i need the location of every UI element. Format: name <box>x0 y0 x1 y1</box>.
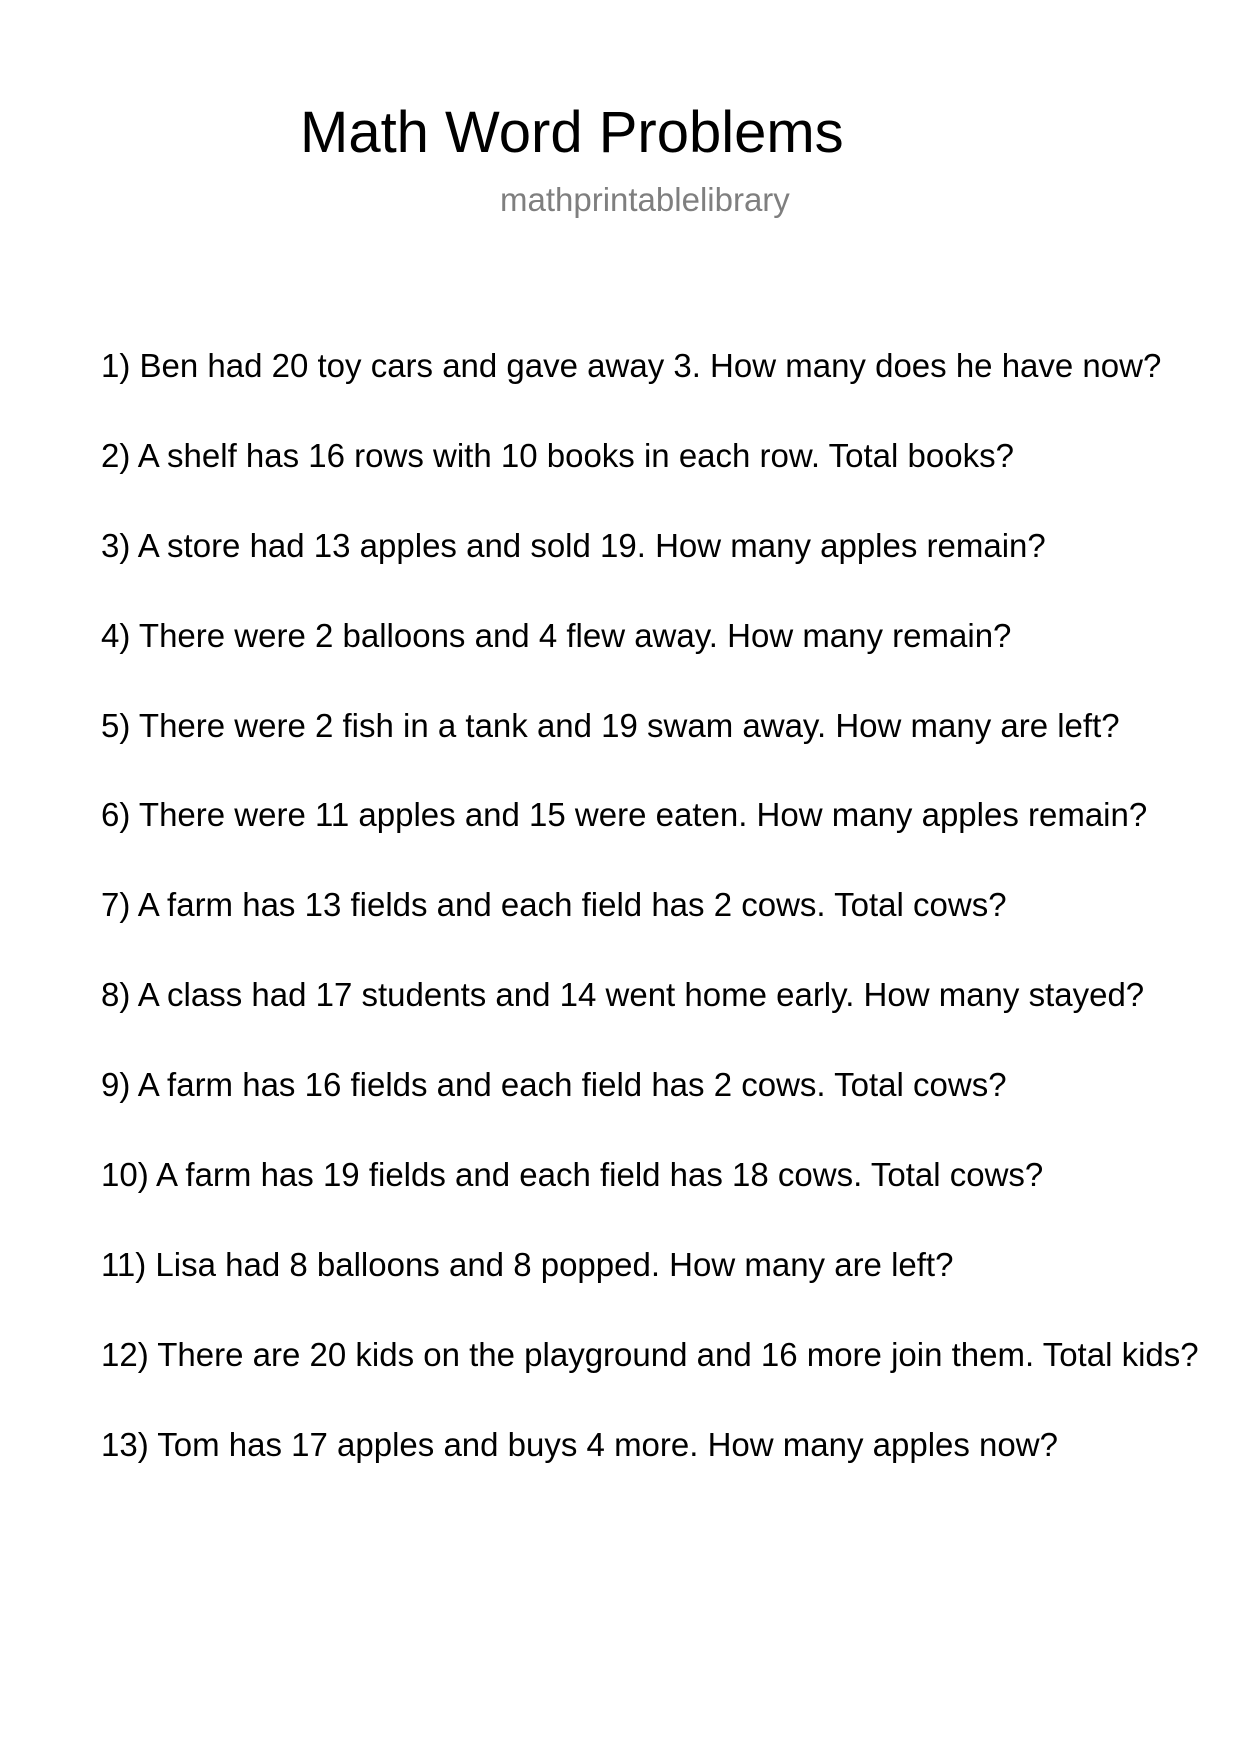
problem-item: 1) Ben had 20 toy cars and gave away 3. How many does he have now? <box>101 347 1162 384</box>
problem-item: 9) A farm has 16 fields and each field has 2 cows. Total cows? <box>101 1066 1007 1104</box>
problem-item: 13) Tom has 17 apples and buys 4 more. How many apples now? <box>101 1425 1058 1463</box>
page-subtitle: mathprintablelibrary <box>500 181 790 218</box>
problem-item: 11) Lisa had 8 balloons and 8 popped. How many are left? <box>101 1245 954 1283</box>
problem-item: 12) There are 20 kids on the playground and 16 more join them. Total kids? <box>101 1335 1199 1373</box>
problem-item: 3) A store had 13 apples and sold 19. How many apples remain? <box>101 526 1046 564</box>
problem-item: 5) There were 2 fish in a tank and 19 swam away. How many are left? <box>101 706 1120 744</box>
problem-item: 6) There were 11 apples and 15 were eaten. How many apples remain? <box>101 796 1148 834</box>
problem-item: 7) A farm has 13 fields and each field has 2 cows. Total cows? <box>101 886 1007 924</box>
problem-item: 8) A class had 17 students and 14 went home early. How many stayed? <box>101 976 1145 1014</box>
problem-item: 4) There were 2 balloons and 4 flew away. How many remain? <box>101 616 1012 654</box>
problem-item: 2) A shelf has 16 rows with 10 books in each row. Total books? <box>101 436 1014 474</box>
problem-list <box>101 346 1240 1515</box>
page-title: Math Word Problems <box>300 100 844 165</box>
problem-item: 10) A farm has 19 fields and each field has 18 cows. Total cows? <box>101 1156 1044 1194</box>
